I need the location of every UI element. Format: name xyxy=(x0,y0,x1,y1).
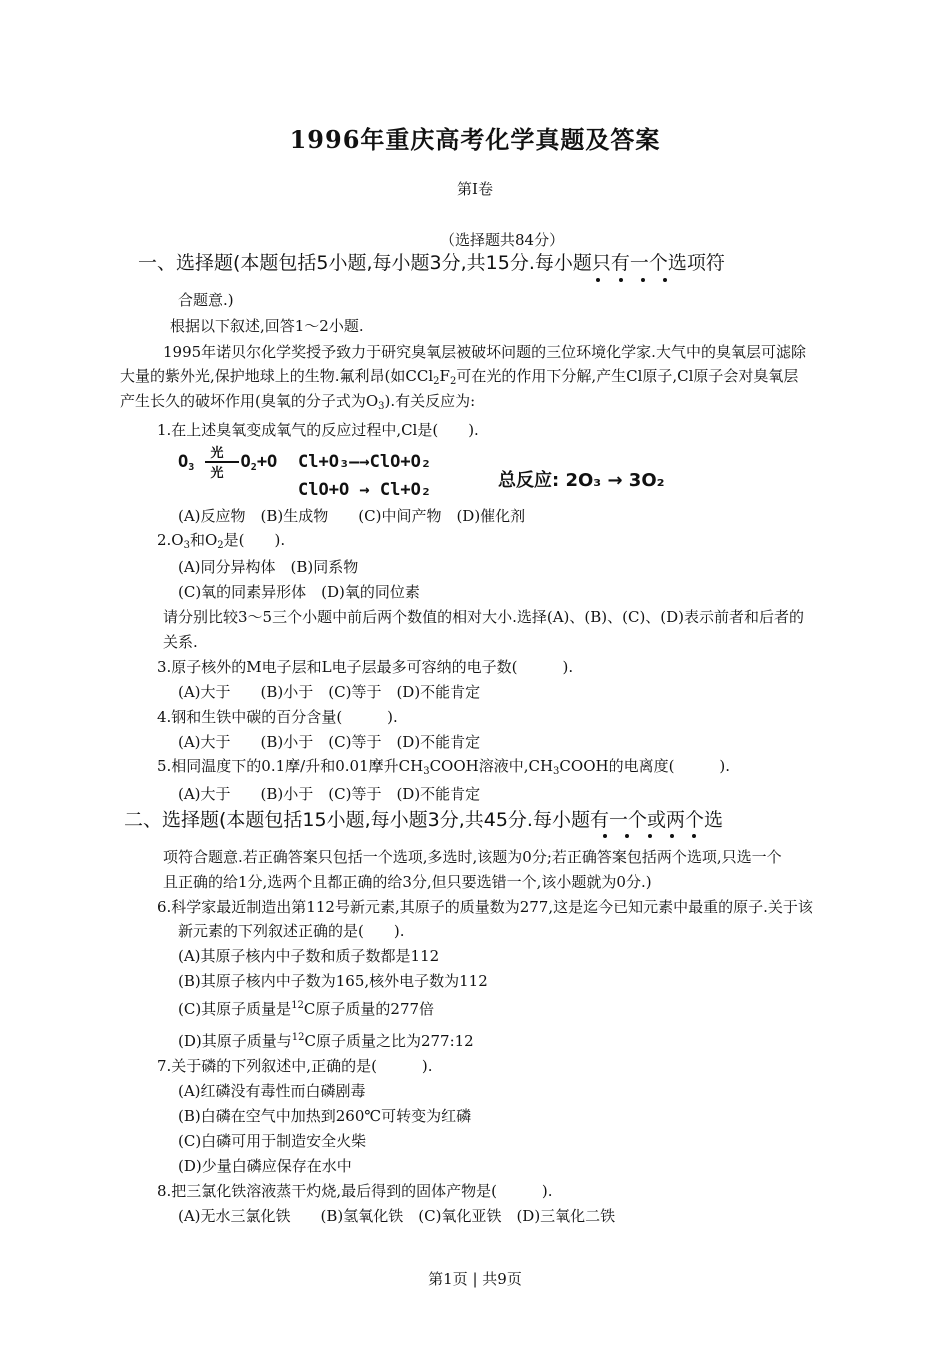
question-3: 3.原子核外的M电子层和L电子层最多可容纳的电子数( ). xyxy=(157,658,574,676)
emphasis-dot xyxy=(603,834,607,838)
volume-label: 第I卷 xyxy=(457,180,493,198)
question-8-options: (A)无水三氯化铁 (B)氢氧化铁 (C)氧化亚铁 (D)三氧化二铁 xyxy=(178,1207,616,1225)
question-3-options: (A)大于 (B)小于 (C)等于 (D)不能肯定 xyxy=(178,683,481,701)
question-5-options: (A)大于 (B)小于 (C)等于 (D)不能肯定 xyxy=(178,785,481,803)
question-6-option-d: (D)其原子质量与$^{12}$C原子质量之比为277:12 xyxy=(178,1032,474,1050)
equation-2: Cl+O₃—→ClO+O₂ xyxy=(298,452,432,472)
section-2-heading-cont-2: 且正确的给1分,选两个且都正确的给3分,但只要选错一个,该小题就为0分.) xyxy=(163,873,652,891)
emphasis-dot xyxy=(625,834,629,838)
choice-note: （选择题共84分） xyxy=(440,231,565,249)
question-2: $2.O_3$和$O_2$是( ). xyxy=(157,531,286,551)
emphasis-dot xyxy=(692,834,696,838)
question-1: 1.在上述臭氧变成氧气的反应过程中,Cl是( ). xyxy=(157,421,479,439)
emphasis-dot xyxy=(619,278,623,282)
emphasis-dot xyxy=(596,278,600,282)
equation-1: $O_3$ 光 光 $O_2+O$ xyxy=(178,446,278,481)
question-8: 8.把三氯化铁溶液蒸干灼烧,最后得到的固体产物是( ). xyxy=(157,1182,553,1200)
section-1-heading-cont: 合题意.) xyxy=(178,291,234,309)
question-1-options: (A)反应物 (B)生成物 (C)中间产物 (D)催化剂 xyxy=(178,507,526,525)
question-7-option-b: (B)白磷在空气中加热到260℃可转变为红磷 xyxy=(178,1107,472,1125)
page-title: 1996年重庆高考化学真题及答案 xyxy=(289,125,661,154)
passage-line-2: 大量的紫外光,保护地球上的生物.氟利昂(如$CCl_2F_2$可在光的作用下分解,产生Cl原子,Cl原子会对臭氧层 xyxy=(120,367,799,387)
question-6-line-1: 6.科学家最近制造出第112号新元素,其原子的质量数为277,这是迄今已知元素中最重的原子.关于该 xyxy=(157,898,813,916)
equation-total: 总反应: 2O₃ → 3O₂ xyxy=(498,470,665,491)
section-2-heading: 二、选择题(本题包括15小题,每小题3分,共45分.每小题有一个或两个选 xyxy=(124,809,723,831)
passage-line-3: 产生长久的破坏作用(臭氧的分子式为$O_3$).有关反应为: xyxy=(120,392,476,412)
emphasis-dot xyxy=(641,278,645,282)
section-1-intro: 根据以下叙述,回答1～2小题. xyxy=(170,317,364,335)
question-7: 7.关于磷的下列叙述中,正确的是( ). xyxy=(157,1057,433,1075)
question-6-option-b: (B)其原子核内中子数为165,核外电子数为112 xyxy=(178,972,488,990)
question-7-option-c: (C)白磷可用于制造安全火柴 xyxy=(178,1132,367,1150)
emphasis-dot xyxy=(670,834,674,838)
emphasis-dot xyxy=(648,834,652,838)
question-2-options-1: (A)同分异构体 (B)同系物 xyxy=(178,558,359,576)
question-5: 5.相同温度下的0.1摩/升和0.01摩升$CH_3COOH$溶液中$,CH_3COOH$的电离度( ). xyxy=(157,757,731,777)
question-7-option-d: (D)少量白磷应保存在水中 xyxy=(178,1157,352,1175)
question-6-option-c: (C)其原子质量是$^{12}$C原子质量的277倍 xyxy=(178,1000,435,1018)
section-2-heading-cont-1: 项符合题意.若正确答案只包括一个选项,多选时,该题为0分;若正确答案包括两个选项,只选一个 xyxy=(163,848,782,866)
question-4: 4.钢和生铁中碳的百分含量( ). xyxy=(157,708,398,726)
question-2-options-2: (C)氧的同素异形体 (D)氧的同位素 xyxy=(178,583,420,601)
equation-3: ClO+O → Cl+O₂ xyxy=(298,480,432,500)
page-footer: 第1页 | 共9页 xyxy=(428,1270,522,1288)
compare-instruction-1: 请分别比较3～5三个小题中前后两个数值的相对大小.选择(A)、(B)、(C)、(D)表示前者和后者的 xyxy=(163,608,805,626)
section-1-heading: 一、选择题(本题包括5小题,每小题3分,共15分.每小题只有一个选项符 xyxy=(138,252,725,274)
emphasis-dot xyxy=(663,278,667,282)
question-4-options: (A)大于 (B)小于 (C)等于 (D)不能肯定 xyxy=(178,733,481,751)
question-7-option-a: (A)红磷没有毒性而白磷剧毒 xyxy=(178,1082,366,1100)
compare-instruction-2: 关系. xyxy=(163,633,198,651)
question-6-option-a: (A)其原子核内中子数和质子数都是112 xyxy=(178,947,440,965)
question-6-line-2: 新元素的下列叙述正确的是( ). xyxy=(178,922,405,940)
passage-line-1: 1995年诺贝尔化学奖授予致力于研究臭氧层被破坏问题的三位环境化学家.大气中的臭氧层可滤除 xyxy=(163,343,806,361)
